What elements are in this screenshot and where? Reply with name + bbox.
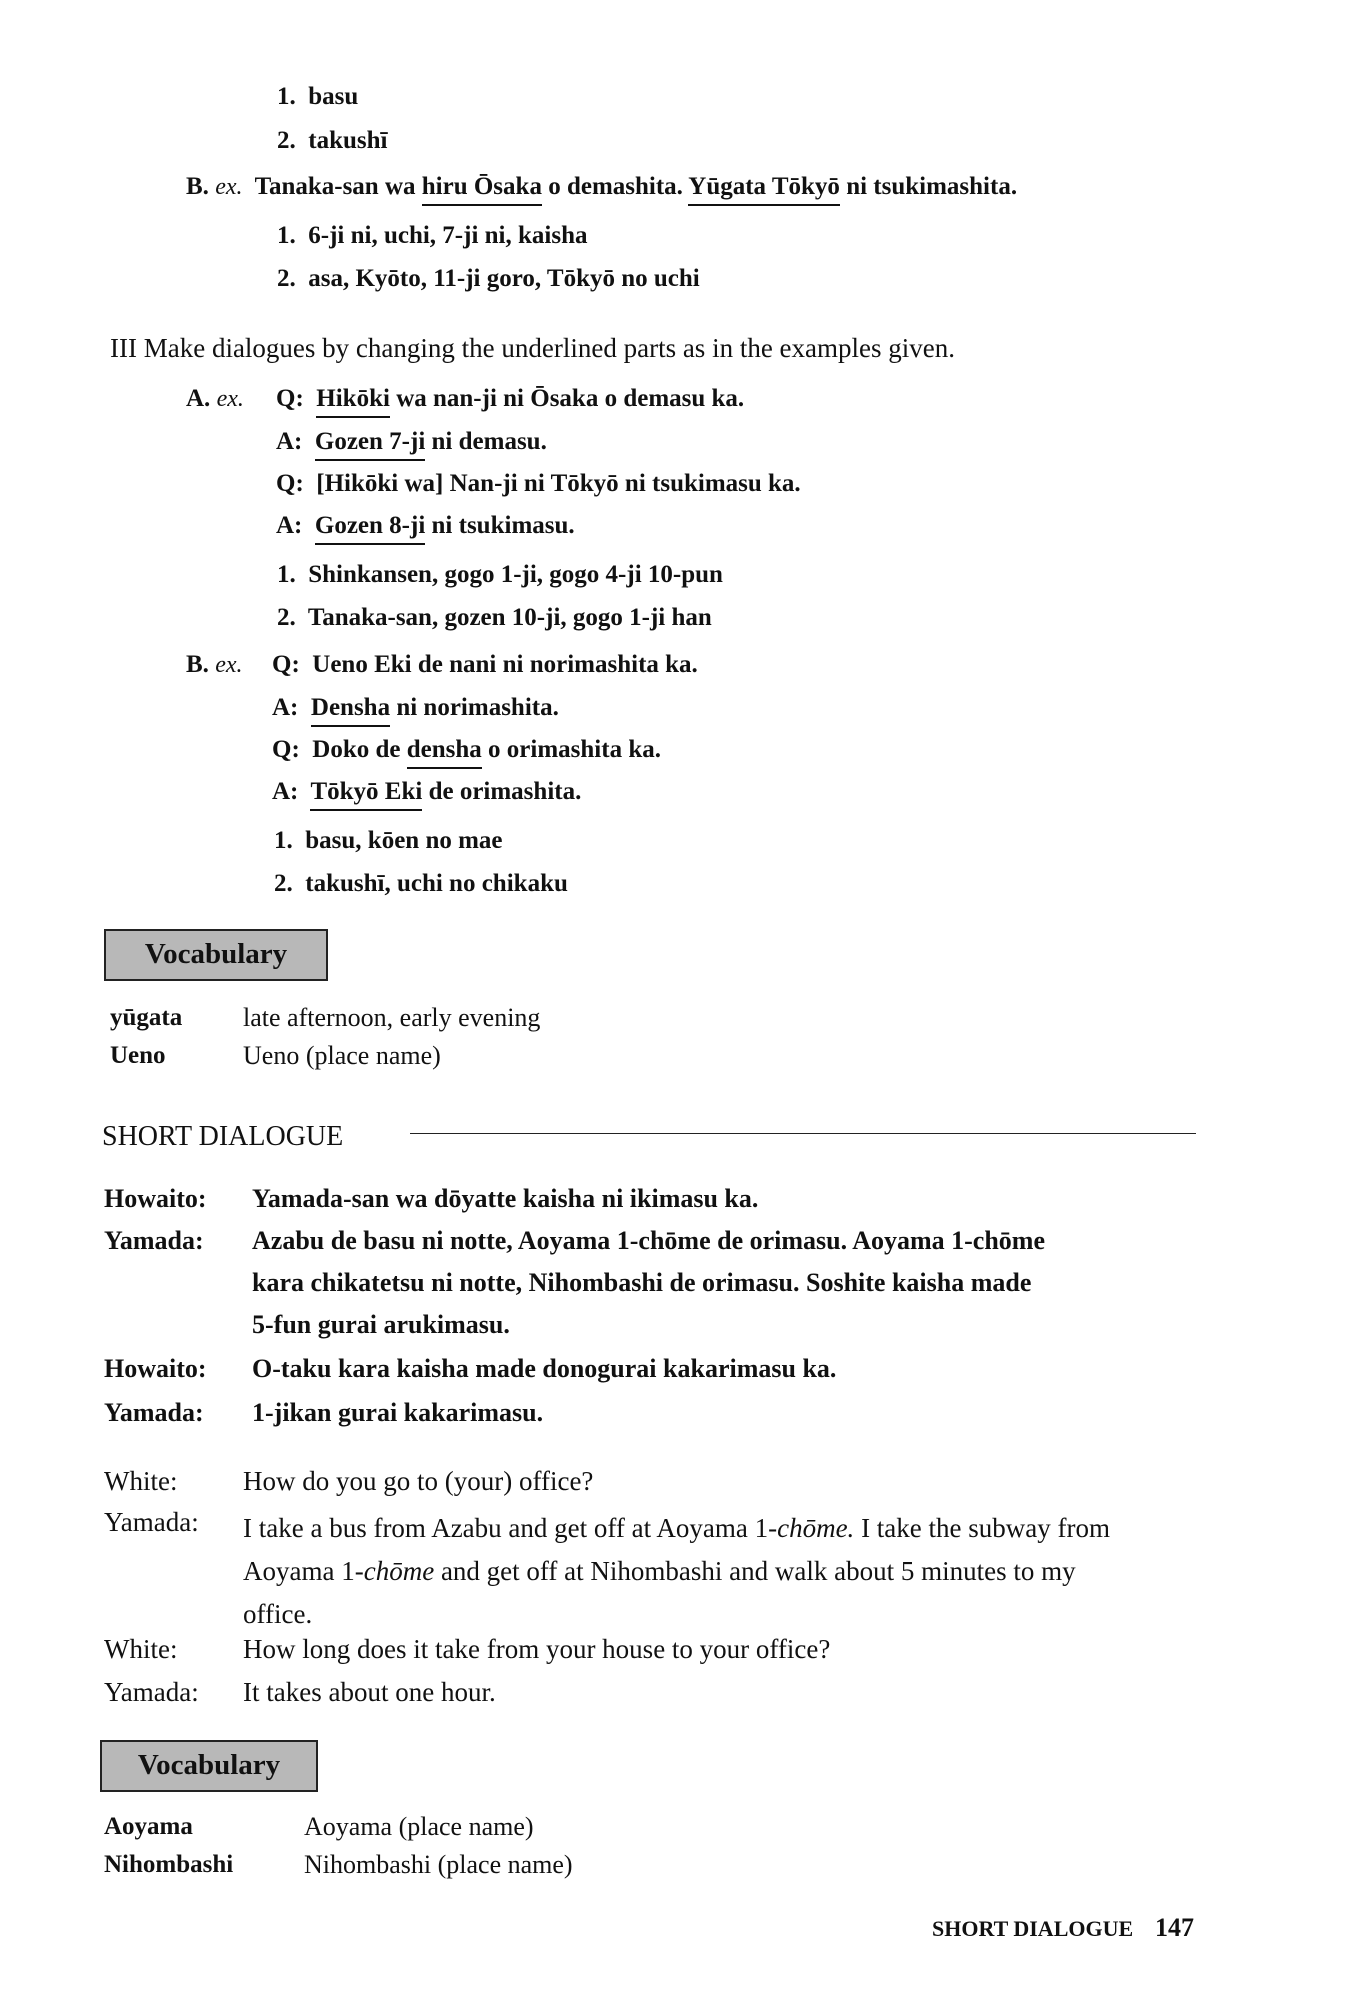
- speaker-label: Yamada:: [104, 1507, 199, 1537]
- running-footer: SHORT DIALOGUE: [932, 1916, 1134, 1941]
- speaker-label: Yamada:: [104, 1677, 199, 1707]
- vocab-definition: Ueno (place name): [243, 1041, 441, 1070]
- drill-item-2: 2. takushī: [277, 127, 388, 154]
- dialogue-text: 1-jikan gurai kakarimasu.: [252, 1398, 544, 1427]
- translation-text: How long does it take from your house to your office?: [243, 1634, 831, 1664]
- dialogue-text: O-taku kara kaisha made donogurai kakarimasu ka.: [252, 1354, 837, 1383]
- speaker-label: White:: [104, 1466, 178, 1496]
- drill-item-1: 1. basu, kōen no mae: [274, 827, 503, 854]
- dialogue-text: Yamada-san wa dōyatte kaisha ni ikimasu ka.: [252, 1184, 759, 1213]
- speaker-label: Yamada:: [104, 1226, 204, 1255]
- translation-text: I take a bus from Azabu and get off at Aoyama 1-chōme. I take the subway from Aoyama 1-chōme and get off at Nihombashi and walk about 5 minutes to my office.: [243, 1513, 1110, 1629]
- vocab-definition: late afternoon, early evening: [243, 1003, 541, 1032]
- vocabulary-heading: Vocabulary: [100, 1740, 318, 1792]
- dialogue-line-q: Q: Hikōki wa nan-ji ni Ōsaka o demasu ka.: [276, 385, 744, 413]
- vocab-term: yūgata: [110, 1004, 183, 1031]
- dialogue-line-q: Q: Ueno Eki de nani ni norimashita ka.: [272, 651, 698, 678]
- drill-item-2: 2. takushī, uchi no chikaku: [274, 870, 568, 897]
- drill-item-1: 1. basu: [277, 83, 359, 110]
- drill-b-example: B. ex. Tanaka-san wa hiru Ōsaka o demashita. Yūgata Tōkyō ni tsukimashita.: [186, 173, 1017, 201]
- page-number: 147: [1155, 1913, 1194, 1942]
- section-heading-III: III Make dialogues by changing the underlined parts as in the examples given.: [110, 333, 956, 363]
- heading-rule: [410, 1133, 1196, 1134]
- speaker-label: Howaito:: [104, 1354, 207, 1383]
- dialogue-line-a: A: Tōkyō Eki de orimashita.: [272, 778, 581, 806]
- short-dialogue-heading: SHORT DIALOGUE: [102, 1121, 344, 1152]
- speaker-label: Yamada:: [104, 1398, 204, 1427]
- dialogue-line-q: Q: Doko de densha o orimashita ka.: [272, 736, 661, 764]
- vocabulary-heading: Vocabulary: [104, 929, 328, 981]
- speaker-label: Howaito:: [104, 1184, 207, 1213]
- dialogue-text: Azabu de basu ni notte, Aoyama 1-chōme de orimasu. Aoyama 1-chōme kara chikatetsu ni notte, Nihombashi de orimasu. Soshite kaisha made 5-fun gurai arukimasu.: [252, 1226, 1045, 1339]
- vocab-term: Aoyama: [104, 1813, 193, 1840]
- dialogue-line-a: A: Gozen 7-ji ni demasu.: [276, 428, 547, 456]
- vocab-definition: Nihombashi (place name): [304, 1850, 573, 1879]
- dialogue-line-a: A: Densha ni norimashita.: [272, 694, 559, 722]
- drill-a-label: A. ex.: [186, 385, 244, 412]
- speaker-label: White:: [104, 1634, 178, 1664]
- vocab-term: Nihombashi: [104, 1851, 234, 1878]
- translation-text: It takes about one hour.: [243, 1677, 496, 1707]
- vocab-definition: Aoyama (place name): [304, 1812, 534, 1841]
- drill-item-2: 2. asa, Kyōto, 11-ji goro, Tōkyō no uchi: [277, 265, 700, 292]
- drill-item-2: 2. Tanaka-san, gozen 10-ji, gogo 1-ji han: [277, 604, 712, 631]
- drill-item-1: 1. Shinkansen, gogo 1-ji, gogo 4-ji 10-pun: [277, 561, 723, 588]
- vocab-term: Ueno: [110, 1042, 166, 1069]
- dialogue-line-a: A: Gozen 8-ji ni tsukimasu.: [276, 512, 575, 540]
- drill-b-label: B. ex.: [186, 651, 243, 678]
- dialogue-line-q: Q: [Hikōki wa] Nan-ji ni Tōkyō ni tsukimasu ka.: [276, 470, 801, 497]
- translation-text: How do you go to (your) office?: [243, 1466, 594, 1496]
- drill-item-1: 1. 6-ji ni, uchi, 7-ji ni, kaisha: [277, 222, 588, 249]
